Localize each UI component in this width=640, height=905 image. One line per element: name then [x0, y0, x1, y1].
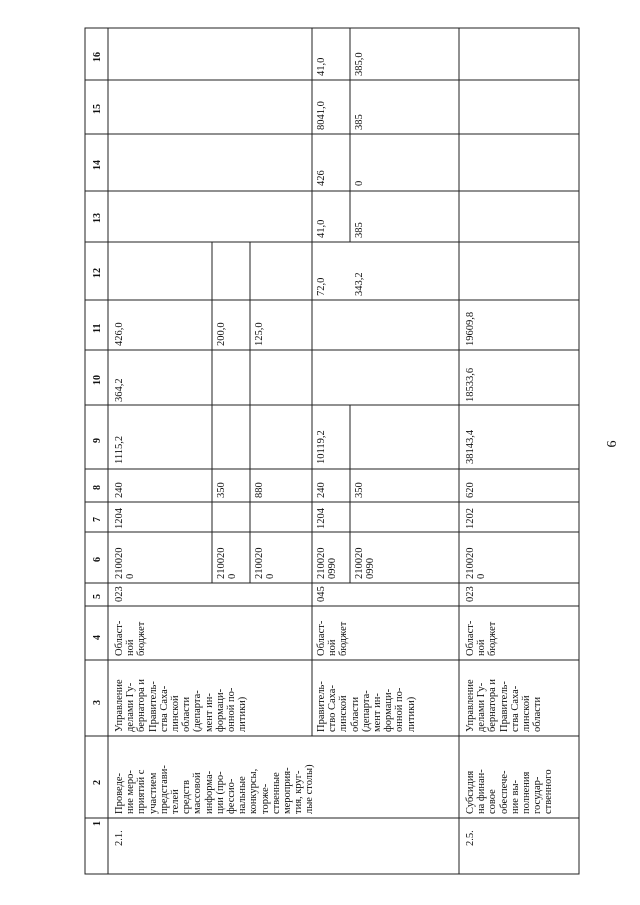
csr-code: 210020 0990 — [316, 547, 339, 579]
row-number: 2.5. — [465, 830, 476, 846]
csr-code: 210020 0 — [114, 547, 137, 579]
amount-col-13: 385 — [354, 222, 365, 238]
amount-col-16: 385,0 — [354, 52, 365, 76]
amount-col-14: 0 — [354, 180, 365, 186]
executor: Управление делами Гу- бернатора и Правитель- ства Саха- линской области — [465, 679, 544, 732]
amount-col-13: 41,0 — [316, 219, 327, 238]
grbs-code: 045 — [316, 586, 327, 602]
grbs-code: 023 — [114, 586, 125, 602]
column-header-14: 14 — [92, 160, 103, 170]
column-header-1: 1 — [92, 821, 103, 826]
amount-col-14: 426 — [316, 170, 327, 186]
column-header-15: 15 — [92, 104, 103, 114]
column-header-2: 2 — [92, 780, 103, 785]
expense-type: 240 — [114, 482, 125, 498]
column-header-16: 16 — [92, 52, 103, 62]
column-header-9: 9 — [92, 438, 103, 443]
expense-type: 240 — [316, 482, 327, 498]
funding-source: Област- ной бюджет — [316, 620, 350, 656]
funding-source: Област- ной бюджет — [114, 620, 148, 656]
column-header-8: 8 — [92, 485, 103, 490]
total-amount: 1115,2 — [114, 435, 125, 464]
amount-col-12: 343,2 — [354, 272, 365, 296]
column-header-6: 6 — [92, 557, 103, 562]
expense-type: 350 — [216, 482, 227, 498]
amount-col-10: 364,2 — [114, 378, 125, 402]
column-header-5: 5 — [92, 594, 103, 599]
row-number: 2.1. — [114, 830, 125, 846]
column-header-3: 3 — [92, 700, 103, 705]
amount-col-15: 8041,0 — [316, 101, 327, 130]
total-amount: 10119,2 — [316, 430, 327, 464]
column-header-11: 11 — [92, 323, 103, 333]
csr-code: 210020 0990 — [354, 547, 377, 579]
amount-col-10: 18533,6 — [465, 367, 476, 402]
amount-col-11: 19609,8 — [465, 311, 476, 346]
activity-name: Субсидия на финан- совое обеспече- ние вы- полнения государ- ственного — [465, 769, 555, 814]
csr-code: 210020 0 — [254, 547, 277, 579]
amount-col-16: 41,0 — [316, 57, 327, 76]
amount-col-11: 426,0 — [114, 322, 125, 346]
executor: Правитель- ство Саха- линской области (департа- мент ин- формаци- онной по- литики) — [316, 681, 417, 732]
csr-code: 210020 0 — [216, 547, 239, 579]
amount-col-12: 72,0 — [316, 277, 327, 296]
section-code: 1202 — [465, 508, 476, 529]
amount-col-11: 125,0 — [254, 322, 265, 346]
section-code: 1204 — [114, 508, 125, 529]
column-header-7: 7 — [92, 517, 103, 522]
expense-type: 350 — [354, 482, 365, 498]
activity-name: Проведе- ние меро- приятий с участием представи- телей средств массовой информа- ции (про- фессио- нальные конкурсы, торже- ственные мероприя- тия, круг- лые столы) — [114, 764, 316, 814]
executor: Управление делами Гу- бернатора и Правитель- ства Саха- линской области (департа- мент ин- формаци- онной по- литики) — [114, 679, 249, 732]
column-header-10: 10 — [92, 375, 103, 385]
amount-col-11: 200,0 — [216, 322, 227, 346]
funding-source: Област- ной бюджет — [465, 620, 499, 656]
page-number: 6 — [605, 440, 620, 448]
total-amount: 38143,4 — [465, 429, 476, 464]
amount-col-15: 385 — [354, 114, 365, 130]
grbs-code: 023 — [465, 586, 476, 602]
section-code: 1204 — [316, 508, 327, 529]
column-header-12: 12 — [92, 268, 103, 278]
expense-type: 620 — [465, 482, 476, 498]
column-header-4: 4 — [92, 635, 103, 640]
csr-code: 210020 0 — [465, 547, 488, 579]
column-header-13: 13 — [92, 213, 103, 223]
expense-type: 880 — [254, 482, 265, 498]
